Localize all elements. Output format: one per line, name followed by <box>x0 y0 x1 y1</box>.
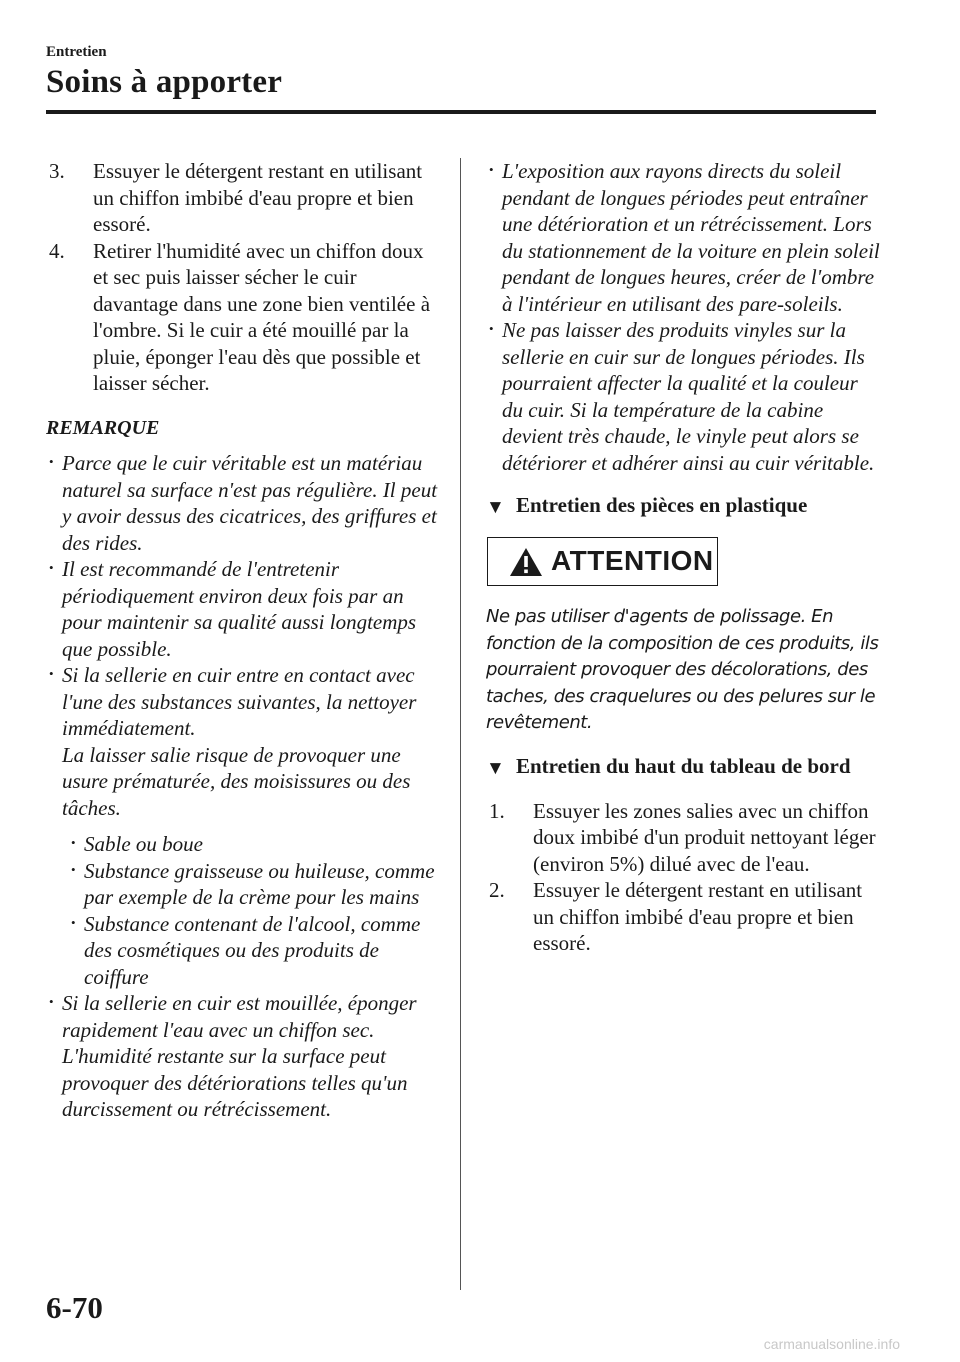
step-text: Essuyer le détergent restant en utilisant un chiffon imbibé d'eau propre et bien essoré. <box>533 878 863 955</box>
attention-box <box>487 537 718 586</box>
right-column <box>486 158 882 957</box>
step-4 <box>46 238 438 397</box>
step-2 <box>486 877 882 957</box>
note-bullet: • Si la sellerie en cuir entre en contact avec l'une des substances suivantes, la nettoyer immédiatement. La laisser salie risque de provoquer une usure prématurée, des moisissures ou des tâches. <box>46 662 438 821</box>
left-column <box>46 158 438 1123</box>
column-divider <box>460 158 461 1290</box>
note-bullet: • Il est recommandé de l'entretenir périodiquement environ deux fois par an pour maintenir sa qualité aussi longtemps que possible. <box>46 556 438 662</box>
section-heading-plastic <box>486 492 882 519</box>
sub-bullet: • Substance graisseuse ou huileuse, comme par exemple de la crème pour les mains <box>46 858 438 911</box>
step-text: Essuyer les zones salies avec un chiffon doux imbibé d'un produit nettoyant léger (environ 5%) dilué avec de l'eau. <box>533 798 876 876</box>
step-text: Retirer l'humidité avec un chiffon doux et sec puis laisser sécher le cuir davantage dans une zone bien ventilée à l'ombre. Si le cuir a été mouillé par la pluie, éponger l'eau dès que possible et laisser sécher. <box>93 238 431 395</box>
step-3 <box>46 158 438 238</box>
attention-text: Ne pas utiliser d'agents de polissage. En fonction de la composition de ces produits, ils pourraient provoquer des décolorations, des taches, des craquelures ou des pelures sur le revêtement. <box>486 606 879 733</box>
section-title: Entretien du haut du tableau de bord <box>516 753 851 778</box>
watermark: carmanualsonline.info <box>763 1336 900 1352</box>
header-divider <box>46 110 876 114</box>
note-bullet: • Ne pas laisser des produits vinyles sur la sellerie en cuir sur de longues périodes. Ils pourraient affecter la qualité et la couleur du cuir. Si la température de la cabine devient très chaude, le vinyle peut alors se détériorer et adhérer ainsi au cuir véritable. <box>486 317 882 476</box>
triangle-down-icon: ▼ <box>486 497 505 518</box>
chapter-label: Entretien <box>46 44 107 60</box>
section-title: Entretien des pièces en plastique <box>516 493 808 517</box>
step-number: 1. <box>489 798 505 823</box>
page-title: Soins à apporter <box>46 64 283 100</box>
warning-icon <box>509 547 543 577</box>
sub-bullet: • Sable ou boue <box>46 831 438 858</box>
note-bullet: • L'exposition aux rayons directs du soleil pendant de longues périodes peut entraîner une détérioration et un rétrécissement. Lors du stationnement de la voiture en plein soleil pendant de longues heures, créer de l'ombre à l'intérieur en utilisant des pare-soleils. <box>486 158 882 317</box>
attention-label: ATTENTION <box>551 545 714 577</box>
sub-bullet: • Substance contenant de l'alcool, comme des cosmétiques ou des produits de coiffure <box>46 911 438 991</box>
section-heading-dashboard <box>486 753 882 780</box>
triangle-down-icon: ▼ <box>486 757 505 779</box>
step-number: 4. <box>49 238 65 263</box>
page-number: 6-70 <box>46 1290 103 1325</box>
note-bullet: • Si la sellerie en cuir est mouillée, éponger rapidement l'eau avec un chiffon sec. L'humidité restante sur la surface peut provoquer des détériorations telles qu'un durcissement ou rétrécissement. <box>46 990 438 1123</box>
note-heading: REMARQUE <box>46 416 160 439</box>
note-bullet: • Parce que le cuir véritable est un matériau naturel sa surface n'est pas régulière. Il peut y avoir dessus des cicatrices, des griffures et des rides. <box>46 450 438 556</box>
step-1 <box>486 798 882 878</box>
step-number: 2. <box>489 878 505 902</box>
step-text: Essuyer le détergent restant en utilisant un chiffon imbibé d'eau propre et bien essoré. <box>93 159 423 236</box>
step-number: 3. <box>49 159 65 183</box>
